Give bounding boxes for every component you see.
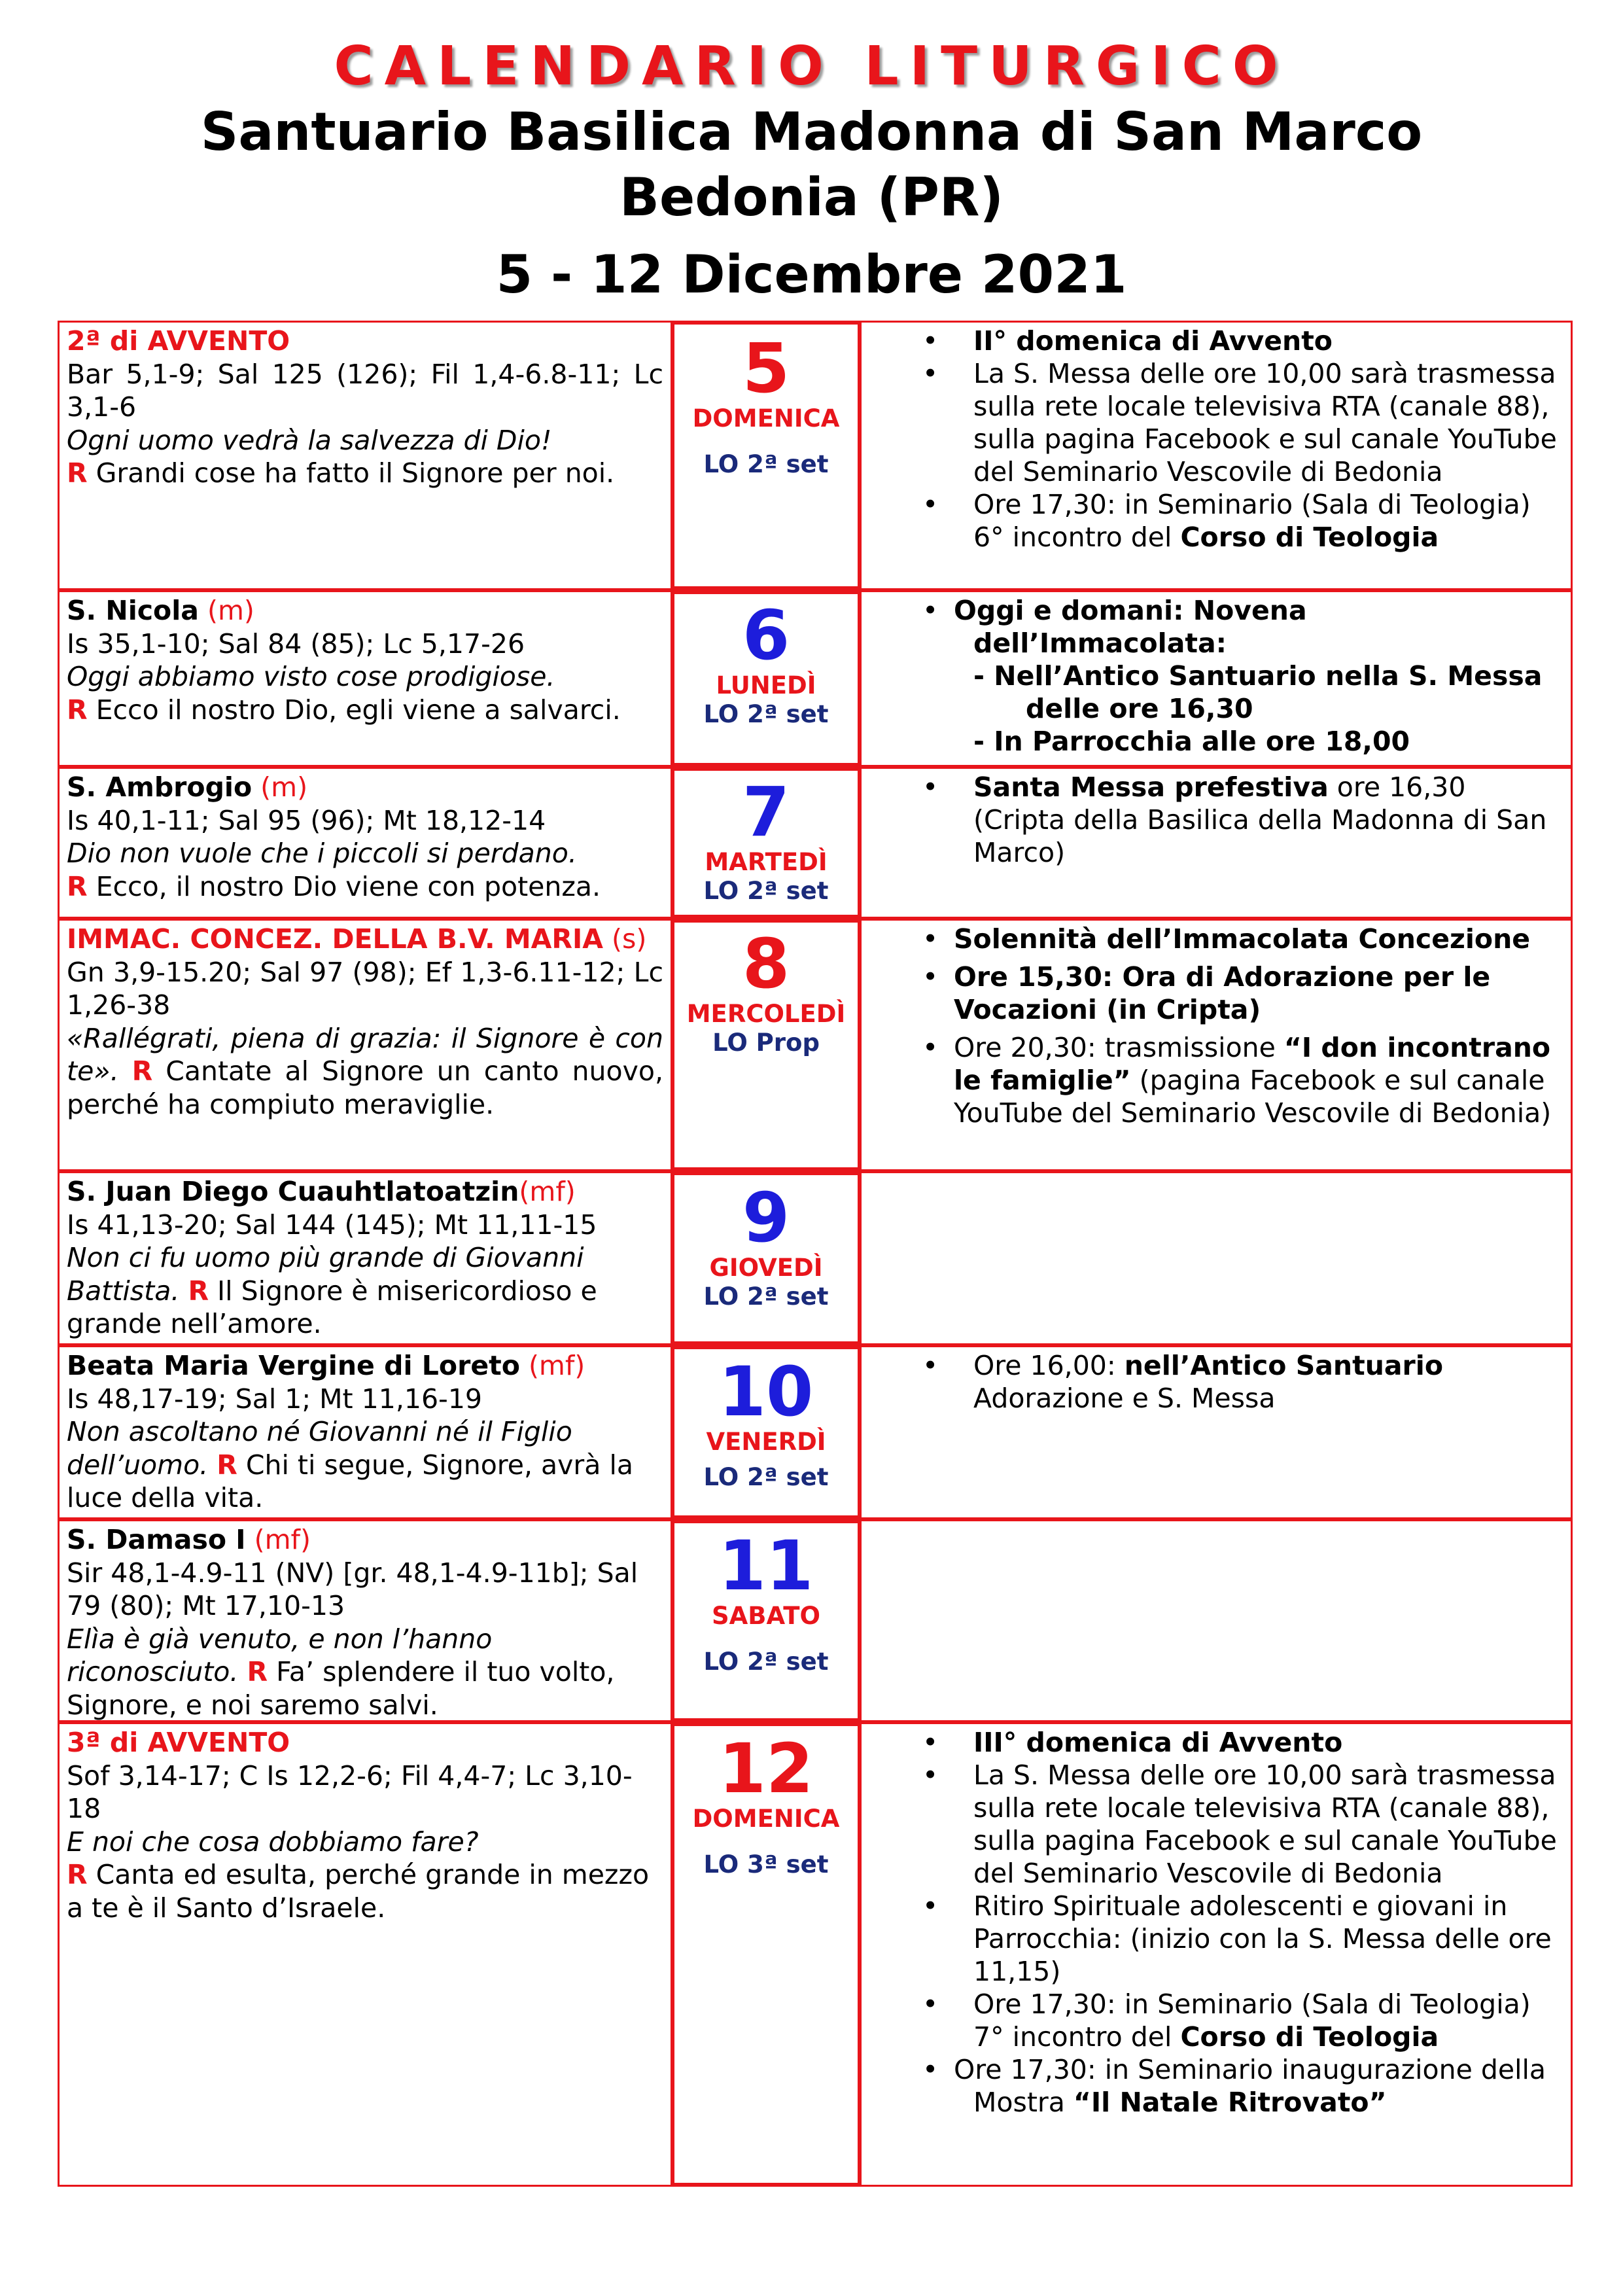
- day-row: [58, 1171, 1573, 1345]
- date-cell: [671, 1345, 862, 1519]
- day-row: [58, 1345, 1573, 1519]
- event-item: • Solennità dell’Immacolata Concezione: [922, 923, 1531, 955]
- liturgy-cell: [67, 1523, 663, 1722]
- day-number: 12: [718, 1729, 814, 1809]
- event-item: • Ore 17,30: in Seminario (Sala di Teologia) 6° incontro del Corso di Teologia: [922, 489, 1531, 553]
- day-number: 11: [718, 1526, 814, 1606]
- events-cell: [915, 771, 1562, 869]
- liturgy-of-hours: LO Prop: [712, 1029, 820, 1057]
- bullet-icon: •: [922, 1890, 939, 1922]
- date-range: 5 - 12 Dicembre 2021: [496, 244, 1127, 305]
- day-row: [58, 1519, 1573, 1722]
- day-number: 9: [742, 1178, 790, 1258]
- feast-name: S. Ambrogio (m): [67, 771, 308, 803]
- readings: Sir 48,1-4.9-11 (NV) [gr. 48,1-4.9-11b]; Sal 79 (80); Mt 17,10-13: [67, 1557, 638, 1621]
- weekday: VENERDÌ: [706, 1428, 826, 1456]
- antiphon: E noi che cosa dobbiamo fare?: [67, 1826, 479, 1858]
- date-cell: [671, 1171, 862, 1345]
- weekday: DOMENICA: [692, 1805, 840, 1833]
- date-cell: [671, 767, 862, 919]
- readings: Is 35,1-10; Sal 84 (85); Lc 5,17-26: [67, 627, 525, 660]
- liturgy-of-hours: LO 2ª set: [703, 450, 829, 478]
- bullet-icon: •: [922, 1988, 939, 2020]
- event-item: • Ore 16,00: nell’Antico Santuario Adorazione e S. Messa: [922, 1350, 1443, 1414]
- bullet-icon: •: [922, 1032, 939, 1063]
- bullet-icon: •: [922, 961, 939, 993]
- bullet-icon: •: [922, 595, 939, 626]
- bullet-icon: •: [922, 358, 939, 389]
- antiphon-response: «Rallégrati, piena di grazia: il Signore è con te». R Cantate al Signore un canto nuovo, perché ha compiuto meraviglie.: [67, 1022, 663, 1120]
- day-number: 5: [742, 328, 790, 408]
- bullet-icon: •: [922, 1727, 939, 1758]
- events-cell: [915, 325, 1562, 554]
- response: R Grandi cose ha fatto il Signore per noi.: [67, 457, 615, 489]
- event-item: • Ore 20,30: trasmissione “I don incontrano le famiglie” (pagina Facebook e sul canale YouTube del Seminario Vescovile di Bedonia): [922, 1032, 1552, 1129]
- liturgy-cell: [67, 1175, 663, 1341]
- response: R Ecco il nostro Dio, egli viene a salvarci.: [67, 694, 621, 726]
- liturgy-of-hours: LO 2ª set: [703, 877, 829, 905]
- antiphon: Oggi abbiamo visto cose prodigiose.: [67, 661, 555, 692]
- antiphon-response: Non ci fu uomo più grande di Giovanni Battista. R Il Signore è misericordioso e grande nell’amore.: [67, 1242, 597, 1339]
- day-row: [58, 919, 1573, 1171]
- feast-name: S. Damaso I (mf): [67, 1524, 311, 1555]
- event-item: • II° domenica di Avvento: [922, 325, 1333, 357]
- date-cell: [671, 919, 862, 1171]
- liturgy-cell: [67, 325, 663, 490]
- liturgy-of-hours: LO 2ª set: [703, 1648, 829, 1676]
- calendar-title: CALENDARIO LITURGICO: [334, 35, 1289, 97]
- bullet-icon: •: [922, 2054, 939, 2085]
- weekday: LUNEDÌ: [716, 671, 816, 699]
- event-item: • La S. Messa delle ore 10,00 sarà trasmessa sulla rete locale televisiva RTA (canale 88), sulla pagina Facebook e sul canale YouTube del Seminario Vescovile di Bedonia: [922, 358, 1557, 487]
- weekday: MERCOLEDÌ: [686, 1000, 846, 1028]
- events-cell: [915, 1349, 1562, 1415]
- event-item: • Santa Messa prefestiva ore 16,30 (Cripta della Basilica della Madonna di San Marco): [922, 771, 1547, 868]
- readings: Is 40,1-11; Sal 95 (96); Mt 18,12-14: [67, 804, 546, 836]
- event-item: • La S. Messa delle ore 10,00 sarà trasmessa sulla rete locale televisiva RTA (canale 88), sulla pagina Facebook e sul canale YouTube del Seminario Vescovile di Bedonia: [922, 1759, 1557, 1889]
- feast-name: S. Nicola (m): [67, 595, 254, 626]
- readings: Is 48,17-19; Sal 1; Mt 11,16-19: [67, 1383, 482, 1415]
- events-cell: [915, 1726, 1562, 2119]
- date-cell: [671, 1722, 862, 2187]
- event-item: • Ore 17,30: in Seminario inaugurazione della Mostra “Il Natale Ritrovato”: [922, 2054, 1546, 2118]
- response: R Canta ed esulta, perché grande in mezzo a te è il Santo d’Israele.: [67, 1859, 650, 1924]
- feast-name: Beata Maria Vergine di Loreto (mf): [67, 1350, 585, 1381]
- event-item: • Oggi e domani: Novena dell’Immacolata: - Nell’Antico Santuario nella S. Messa delle ore 16,30 - In Parrocchia alle ore 18,00: [922, 595, 1543, 757]
- feast-name: 3ª di AVVENTO: [67, 1727, 290, 1758]
- calendar-table: [58, 321, 1573, 2187]
- liturgy-cell: [67, 923, 663, 1121]
- liturgy-cell: [67, 1726, 663, 1924]
- antiphon-response: Non ascoltano né Giovanni né il Figlio dell’uomo. R Chi ti segue, Signore, avrà la luce della vita.: [67, 1416, 633, 1513]
- date-cell: [671, 1519, 862, 1722]
- readings: Sof 3,14-17; C Is 12,2-6; Fil 4,4-7; Lc 3,10-18: [67, 1759, 633, 1824]
- day-number: 10: [718, 1352, 814, 1432]
- antiphon: Ogni uomo vedrà la salvezza di Dio!: [67, 424, 552, 456]
- day-number: 7: [742, 772, 790, 852]
- liturgy-of-hours: LO 2ª set: [703, 700, 829, 728]
- weekday: DOMENICA: [692, 404, 840, 433]
- weekday: SABATO: [712, 1602, 820, 1630]
- date-cell: [671, 321, 862, 590]
- town-name: Bedonia (PR): [619, 167, 1004, 228]
- bullet-icon: •: [922, 1759, 939, 1791]
- liturgy-of-hours: LO 2ª set: [703, 1282, 829, 1311]
- date-cell: [671, 590, 862, 767]
- antiphon: Dio non vuole che i piccoli si perdano.: [67, 838, 577, 869]
- event-item: • Ore 17,30: in Seminario (Sala di Teologia) 7° incontro del Corso di Teologia: [922, 1988, 1531, 2053]
- day-row: [58, 767, 1573, 919]
- bullet-icon: •: [922, 325, 939, 357]
- events-cell: [915, 594, 1562, 758]
- bullet-icon: •: [922, 771, 939, 803]
- event-item: • Ritiro Spirituale adolescenti e giovani in Parrocchia: (inizio con la S. Messa delle ore 11,15): [922, 1890, 1552, 1987]
- event-item: • Ore 15,30: Ora di Adorazione per le Vocazioni (in Cripta): [922, 961, 1491, 1025]
- liturgy-cell: [67, 771, 663, 903]
- weekday: MARTEDÌ: [705, 848, 828, 876]
- readings: Bar 5,1-9; Sal 125 (126); Fil 1,4-6.8-11; Lc 3,1-6: [67, 358, 663, 423]
- response: R Ecco, il nostro Dio viene con potenza.: [67, 870, 601, 902]
- weekday: GIOVEDÌ: [709, 1254, 823, 1282]
- feast-name: IMMAC. CONCEZ. DELLA B.V. MARIA (s): [67, 923, 647, 955]
- liturgy-cell: [67, 1349, 663, 1515]
- day-row: [58, 1722, 1573, 2187]
- events-cell: [915, 923, 1562, 1129]
- day-row: [58, 590, 1573, 767]
- liturgy-cell: [67, 594, 663, 726]
- antiphon-response: Elìa è già venuto, e non l’hanno riconosciuto. R Fa’ splendere il tuo volto, Signore, e noi saremo salvi.: [67, 1623, 615, 1721]
- day-number: 6: [742, 595, 790, 675]
- sanctuary-name: Santuario Basilica Madonna di San Marco: [200, 101, 1423, 162]
- readings: Gn 3,9-15.20; Sal 97 (98); Ef 1,3-6.11-12; Lc 1,26-38: [67, 956, 663, 1021]
- feast-name: S. Juan Diego Cuauhtlatoatzin(mf): [67, 1176, 576, 1207]
- feast-name: 2ª di AVVENTO: [67, 325, 290, 357]
- bullet-icon: •: [922, 489, 939, 520]
- bullet-icon: •: [922, 1350, 939, 1381]
- liturgy-of-hours: LO 3ª set: [703, 1850, 829, 1879]
- bullet-icon: •: [922, 923, 939, 955]
- liturgy-of-hours: LO 2ª set: [703, 1463, 829, 1491]
- event-item: • III° domenica di Avvento: [922, 1727, 1343, 1758]
- day-number: 8: [742, 924, 790, 1004]
- readings: Is 41,13-20; Sal 144 (145); Mt 11,11-15: [67, 1209, 597, 1241]
- day-row: [58, 321, 1573, 590]
